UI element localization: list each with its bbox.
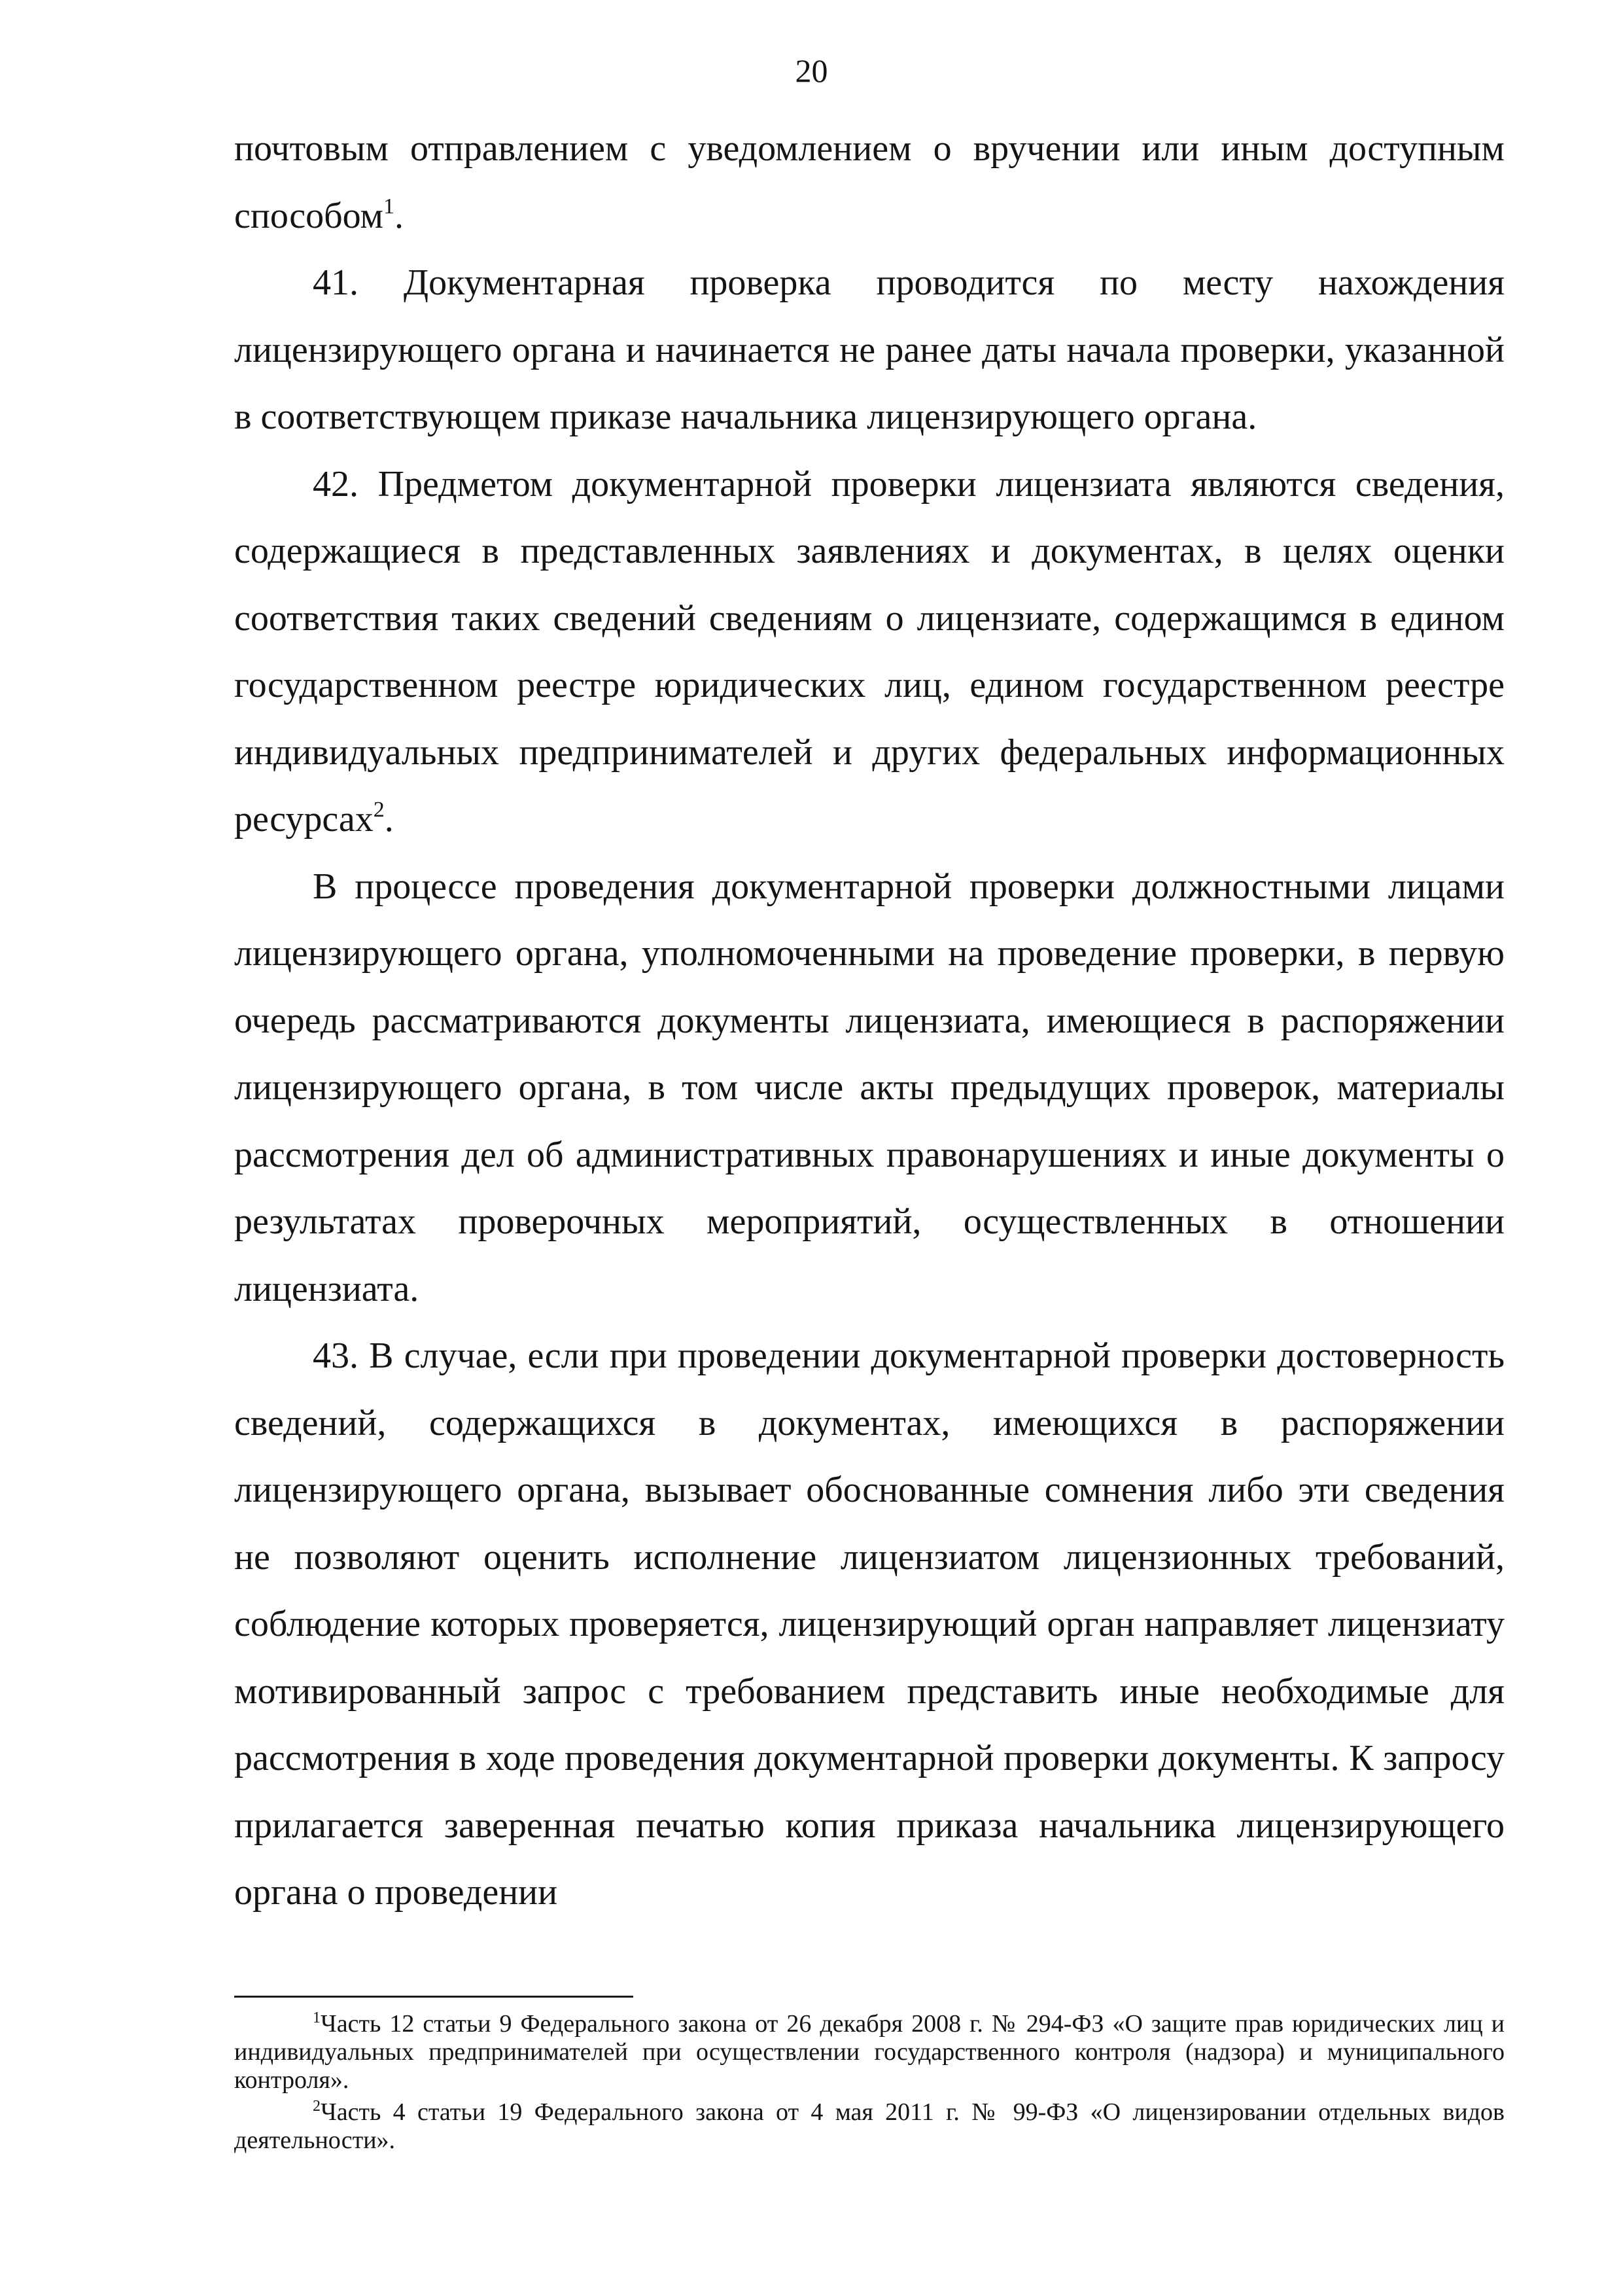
- footnotes: [234, 2010, 1505, 2159]
- footnote-ref-1: 1: [383, 194, 394, 219]
- footnote-ref-2: 2: [373, 798, 385, 822]
- paragraph-review-process: В процессе проведения документарной проверки должностными лицами лицензирующего органа, уполномоченными на проведение проверки, в первую очередь рассматриваются документы лицензиата, имеющиеся в распоряжении лицензирующего органа, в том числе акты предыдущих проверок, материалы рассмотрения дел об административных правонарушениях и иные документы о результатах проверочных мероприятий, осуществленных в отношении лицензиата.: [234, 866, 1505, 1309]
- paragraph-41: 41. Документарная проверка проводится по месту нахождения лицензирующего органа и начинается не ранее даты начала проверки, указанной в соответствующем приказе начальника лицензирующего органа.: [234, 262, 1505, 437]
- footnote-2: $^2$Часть 4 статьи 19 Федерального закона от 4 мая 2011 г. № 99-ФЗ «О лицензировании отдельных видов деятельности».: [234, 2098, 1505, 2154]
- paragraph-42: 42. Предметом документарной проверки лицензиата являются сведения, содержащиеся в представленных заявлениях и документах, в целях оценки соответствия таких сведений сведениям о лицензиате, содержащимся в едином государственном реестре юридических лиц, едином государственном реестре индивидуальных предпринимателей и других федеральных информационных ресурсах$^2$.: [234, 463, 1505, 839]
- document-body: [234, 115, 1505, 1926]
- footnote-1: $^1$Часть 12 статьи 9 Федерального закона от 26 декабря 2008 г. № 294-ФЗ «О защите прав юридических лиц и индивидуальных предпринимателей при осуществлении государственного контроля (надзора) и муниципального контроля».: [234, 2009, 1505, 2094]
- footnote-divider: [234, 1996, 633, 1998]
- paragraph-continuation: почтовым отправлением с уведомлением о вручении или иным доступным способом$^1$.: [234, 128, 1505, 236]
- paragraph-43: 43. В случае, если при проведении документарной проверки достоверность сведений, содержащихся в документах, имеющихся в распоряжении лицензирующего органа, вызывает обоснованные сомнения либо эти сведения не позволяют оценить исполнение лицензиатом лицензионных требований, соблюдение которых проверяется, лицензирующий орган направляет лицензиату мотивированный запрос с требованием представить иные необходимые для рассмотрения в ходе проведения документарной проверки документы. К запросу прилагается заверенная печатью копия приказа начальника лицензирующего органа о проведении: [234, 1335, 1505, 1913]
- page-number: 20: [795, 52, 828, 89]
